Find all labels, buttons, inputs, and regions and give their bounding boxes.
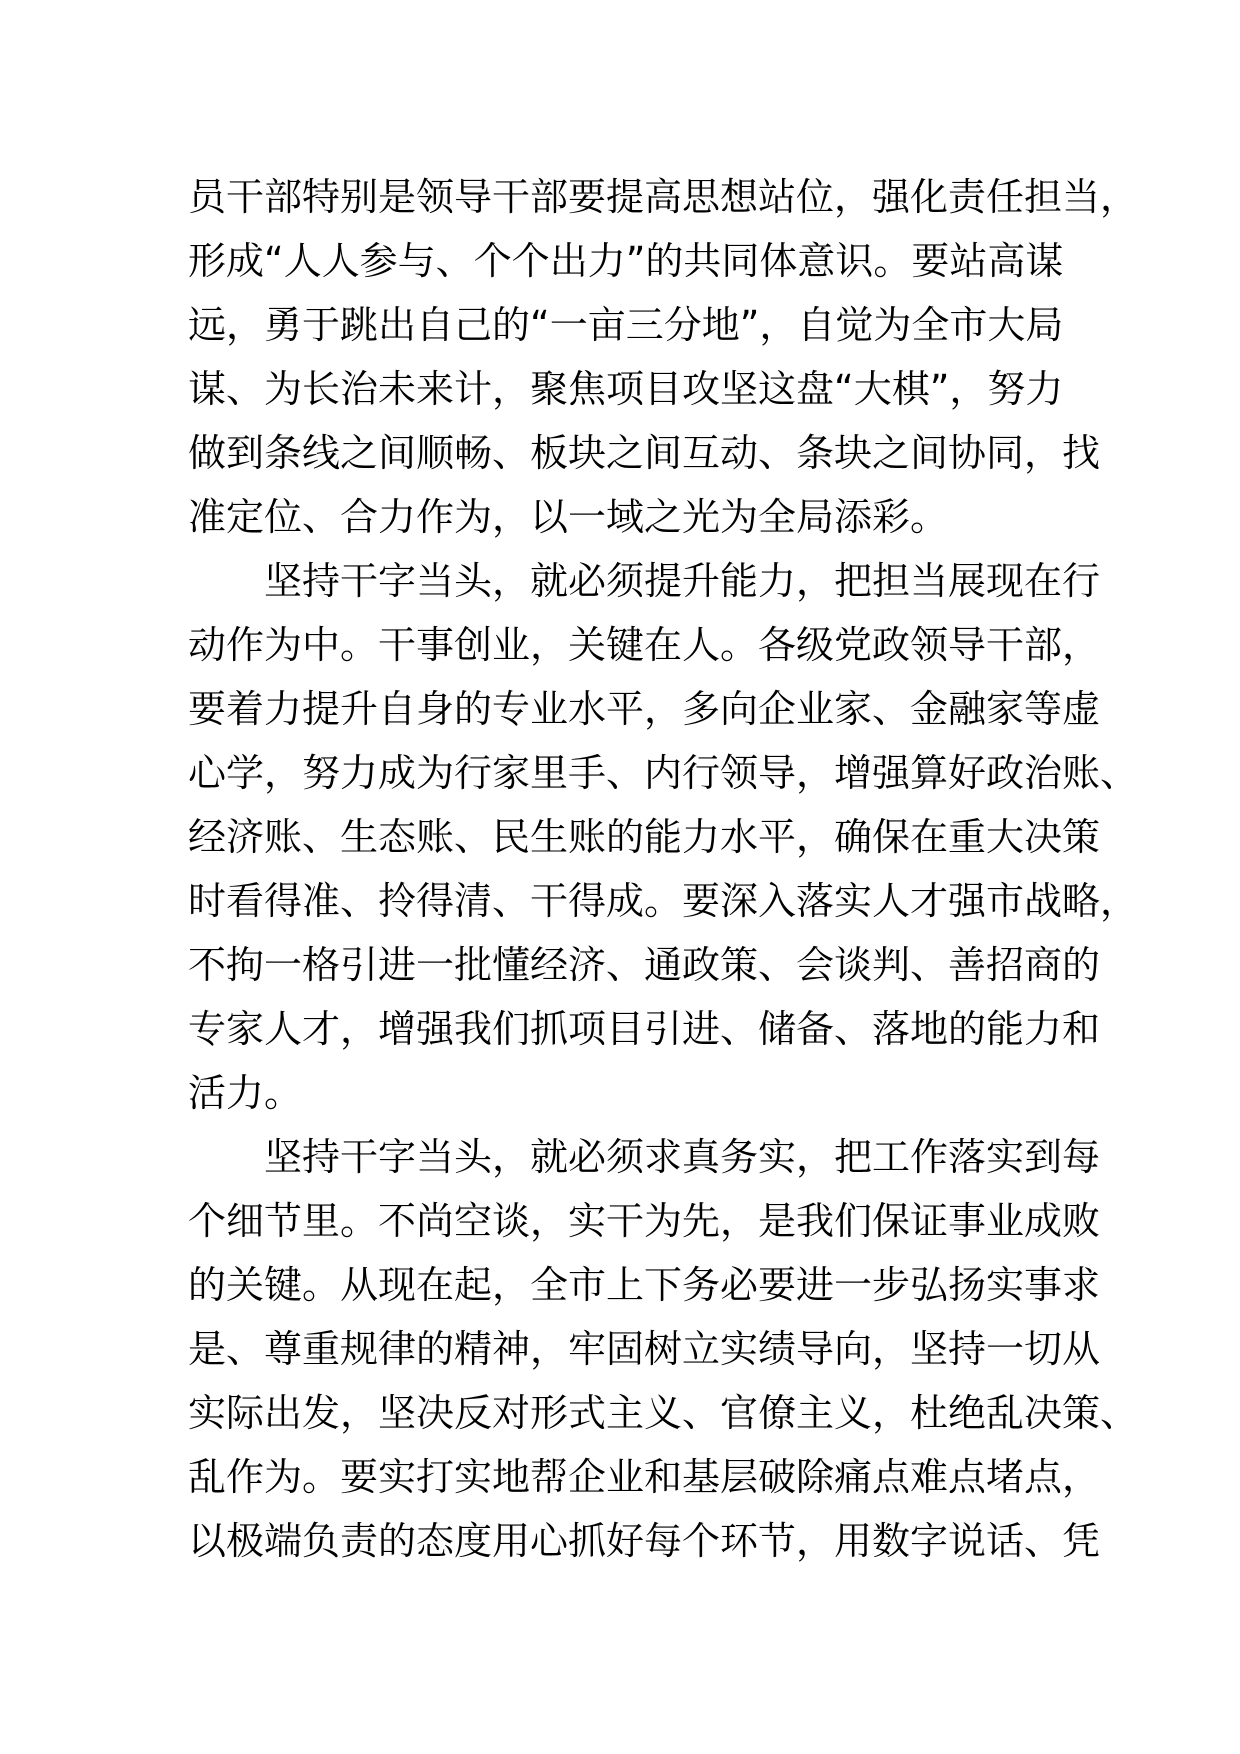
- text-line: 准定位、合力作为，以一域之光为全局添彩。: [188, 495, 949, 539]
- text-line: 是、尊重规律的精神，牢固树立实绩导向，坚持一切从: [188, 1327, 1101, 1371]
- text-line: 心学，努力成为行家里手、内行领导，增强算好政治账、: [188, 751, 1139, 795]
- text-line: 经济账、生态账、民生账的能力水平，确保在重大决策: [188, 815, 1101, 859]
- text-line: 做到条线之间顺畅、板块之间互动、条块之间协同，找: [188, 431, 1101, 475]
- text-line: 员干部特别是领导干部要提高思想站位，强化责任担当，: [188, 175, 1139, 219]
- text-line: 动作为中。干事创业，关键在人。各级党政领导干部，: [188, 623, 1101, 667]
- body-text: [188, 165, 1139, 1573]
- text-line: 时看得准、拎得清、干得成。要深入落实人才强市战略，: [188, 879, 1139, 923]
- text-line: 活力。: [188, 1071, 303, 1115]
- text-line: 专家人才，增强我们抓项目引进、储备、落地的能力和: [188, 1007, 1101, 1051]
- text-line: 实际出发，坚决反对形式主义、官僚主义，杜绝乱决策、: [188, 1391, 1139, 1435]
- text-line: 形成“人人参与、个个出力”的共同体意识。要站高谋: [188, 239, 1064, 283]
- text-line: 要着力提升自身的专业水平，多向企业家、金融家等虚: [188, 687, 1101, 731]
- text-line: 远，勇于跳出自己的“一亩三分地”，自觉为全市大局: [188, 303, 1064, 347]
- paragraph-first-line: 坚持干字当头，就必须提升能力，把担当展现在行: [264, 559, 1101, 603]
- text-line: 的关键。从现在起，全市上下务必要进一步弘扬实事求: [188, 1263, 1101, 1307]
- text-line: 个细节里。不尚空谈，实干为先，是我们保证事业成败: [188, 1199, 1101, 1243]
- text-line: 乱作为。要实打实地帮企业和基层破除痛点难点堵点，: [188, 1455, 1101, 1499]
- paragraph-first-line: 坚持干字当头，就必须求真务实，把工作落实到每: [264, 1135, 1101, 1179]
- text-line: 谋、为长治未来计，聚焦项目攻坚这盘“大棋”，努力: [188, 367, 1064, 411]
- text-line: 不拘一格引进一批懂经济、通政策、会谈判、善招商的: [188, 943, 1101, 987]
- text-line: 以极端负责的态度用心抓好每个环节，用数字说话、凭: [188, 1519, 1101, 1563]
